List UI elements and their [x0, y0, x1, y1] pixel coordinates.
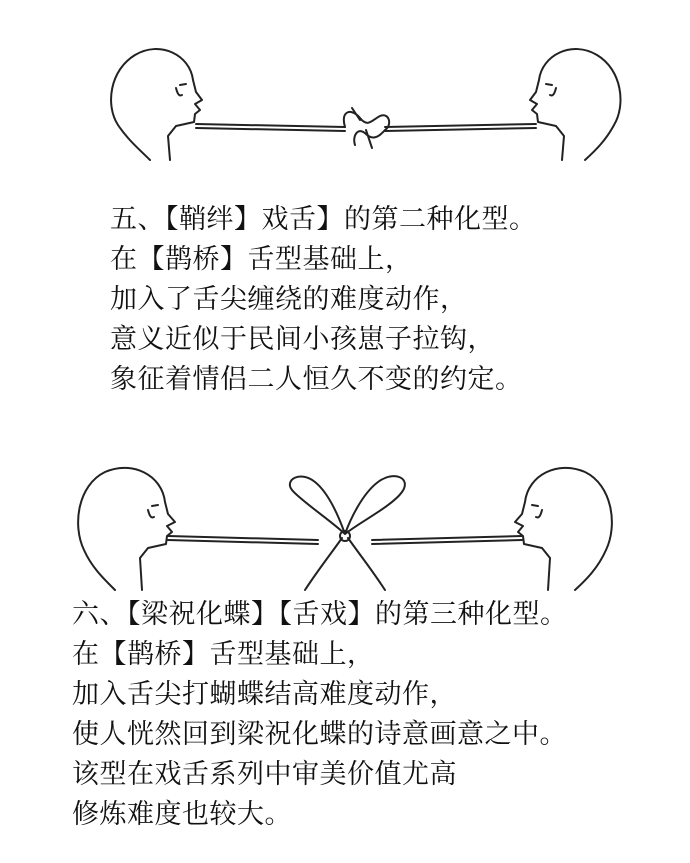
section5-line: 象征着情侣二人恒久不变的约定。 [110, 364, 523, 395]
section5-line: 意义近似于民间小孩崽子拉钩， [110, 324, 495, 355]
illustration-knot-panel [0, 0, 690, 200]
right-eye [546, 84, 552, 85]
section5-caption [110, 200, 537, 400]
section6-line: 修炼难度也较大。 [72, 799, 292, 830]
right-head [515, 468, 612, 590]
section6-line: 加入舌尖打蝴蝶结高难度动作， [72, 679, 457, 710]
section6-line: 使人恍然回到梁祝化蝶的诗意画意之中。 [72, 719, 567, 750]
knot [344, 108, 389, 148]
left-head [78, 468, 175, 590]
right-eye [532, 505, 538, 506]
left-eye [152, 505, 158, 506]
section5-line: 在【鹊桥】舌型基础上， [110, 244, 413, 275]
right-head [530, 49, 621, 160]
section6-caption [72, 595, 568, 835]
section6-line: 在【鹊桥】舌型基础上， [72, 639, 375, 670]
bow-tail-left [305, 538, 342, 590]
left-eye [180, 84, 186, 85]
tongue-knot-illustration [0, 0, 690, 200]
section5-line: 加入了舌尖缠绕的难度动作， [110, 284, 468, 315]
butterfly-bow [290, 476, 405, 534]
section6-line: 该型在戏舌系列中审美价值尤高 [72, 759, 457, 790]
bow-tail-right [348, 538, 385, 590]
section6-line: 六、【梁祝化蝶】【舌戏】的第三种化型。 [72, 599, 568, 630]
left-head [111, 49, 202, 160]
tongue-butterfly-illustration [0, 430, 690, 600]
illustration-butterfly-panel [0, 430, 690, 600]
section5-line: 五、【鞘绊】戏舌】的第二种化型。 [110, 204, 537, 235]
